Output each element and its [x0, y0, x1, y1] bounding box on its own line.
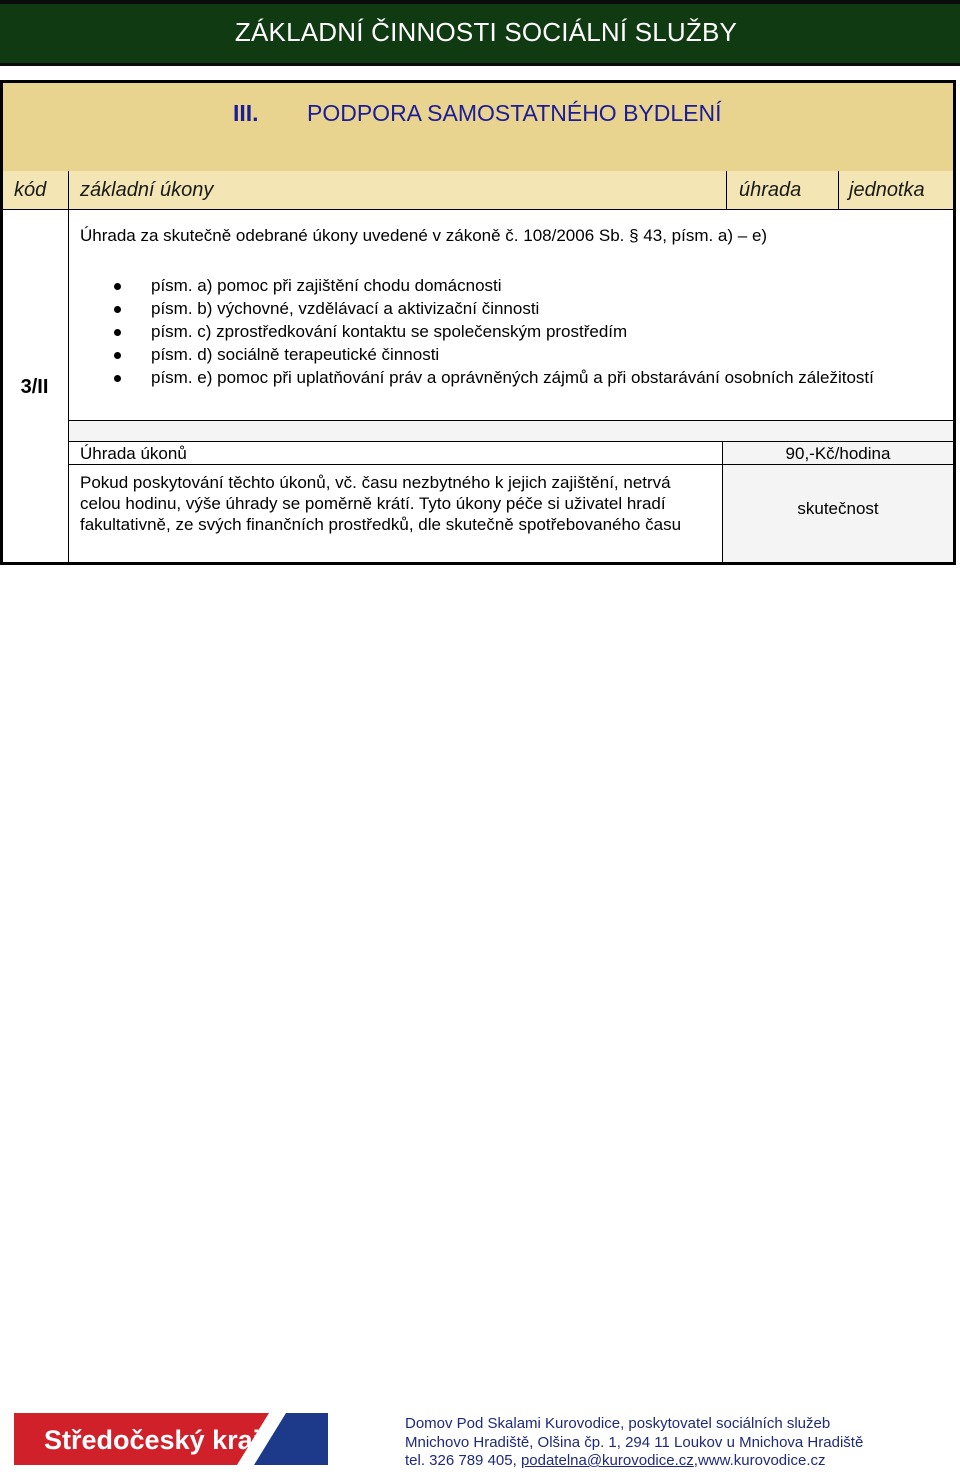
- payment-description: Pokud poskytování těchto úkonů, vč. času nezbytného k jejich zajištění, netrvá celou hodinu, výše úhrady se poměrně krátí. Tyto úkony péče si uživatel hradí fakultativně, ze svých finančních prostředků, dle skutečně spotřebovaného času: [80, 473, 682, 534]
- unit-value: skutečnost: [797, 499, 879, 518]
- list-item: písm. e) pomoc při uplatňování práv a oprávněných zájmů a při obstarávání osobních záležitostí: [110, 367, 874, 390]
- footer-contact: [405, 1452, 826, 1469]
- legal-reference: Úhrada za skutečně odebrané úkony uvedené v zákoně č. 108/2006 Sb. § 43, písm. a) – e): [80, 226, 768, 245]
- service-table: [0, 80, 956, 565]
- payment-label: Úhrada úkonů: [80, 444, 187, 463]
- banner-title: ZÁKLADNÍ ČINNOSTI SOCIÁLNÍ SLUŽBY: [234, 17, 738, 47]
- logo-text: Středočeský kraj: [44, 1425, 261, 1455]
- footer-line-2: Mnichovo Hradiště, Olšina čp. 1, 294 11 Loukov u Mnichova Hradiště: [405, 1434, 864, 1451]
- list-item: písm. d) sociálně terapeutické činnosti: [110, 344, 874, 367]
- list-item: písm. a) pomoc při zajištění chodu domácnosti: [110, 275, 874, 298]
- stredocesky-kraj-logo: [14, 1413, 328, 1465]
- footer-phone: tel. 326 789 405,: [405, 1452, 517, 1469]
- section-title: PODPORA SAMOSTATNÉHO BYDLENÍ: [307, 100, 722, 126]
- row-code: 3/II: [20, 376, 49, 398]
- column-header-payment: úhrada: [739, 179, 802, 201]
- section-number: III.: [233, 100, 259, 126]
- column-header-unit: jednotka: [849, 179, 925, 201]
- column-header-code: kód: [14, 179, 47, 201]
- list-item: písm. c) zprostředkování kontaktu se společenským prostředím: [110, 321, 874, 344]
- list-item: písm. b) výchovné, vzdělávací a aktivizační činnosti: [110, 298, 874, 321]
- footer-line-1: Domov Pod Skalami Kurovodice, poskytovatel sociálních služeb: [405, 1415, 831, 1432]
- column-header-tasks: základní úkony: [80, 179, 214, 201]
- footer-web-link[interactable]: ,www.kurovodice.cz: [693, 1452, 826, 1469]
- payment-value: 90,-Kč/hodina: [785, 444, 891, 463]
- footer-email-link[interactable]: podatelna@kurovodice.cz: [520, 1452, 694, 1469]
